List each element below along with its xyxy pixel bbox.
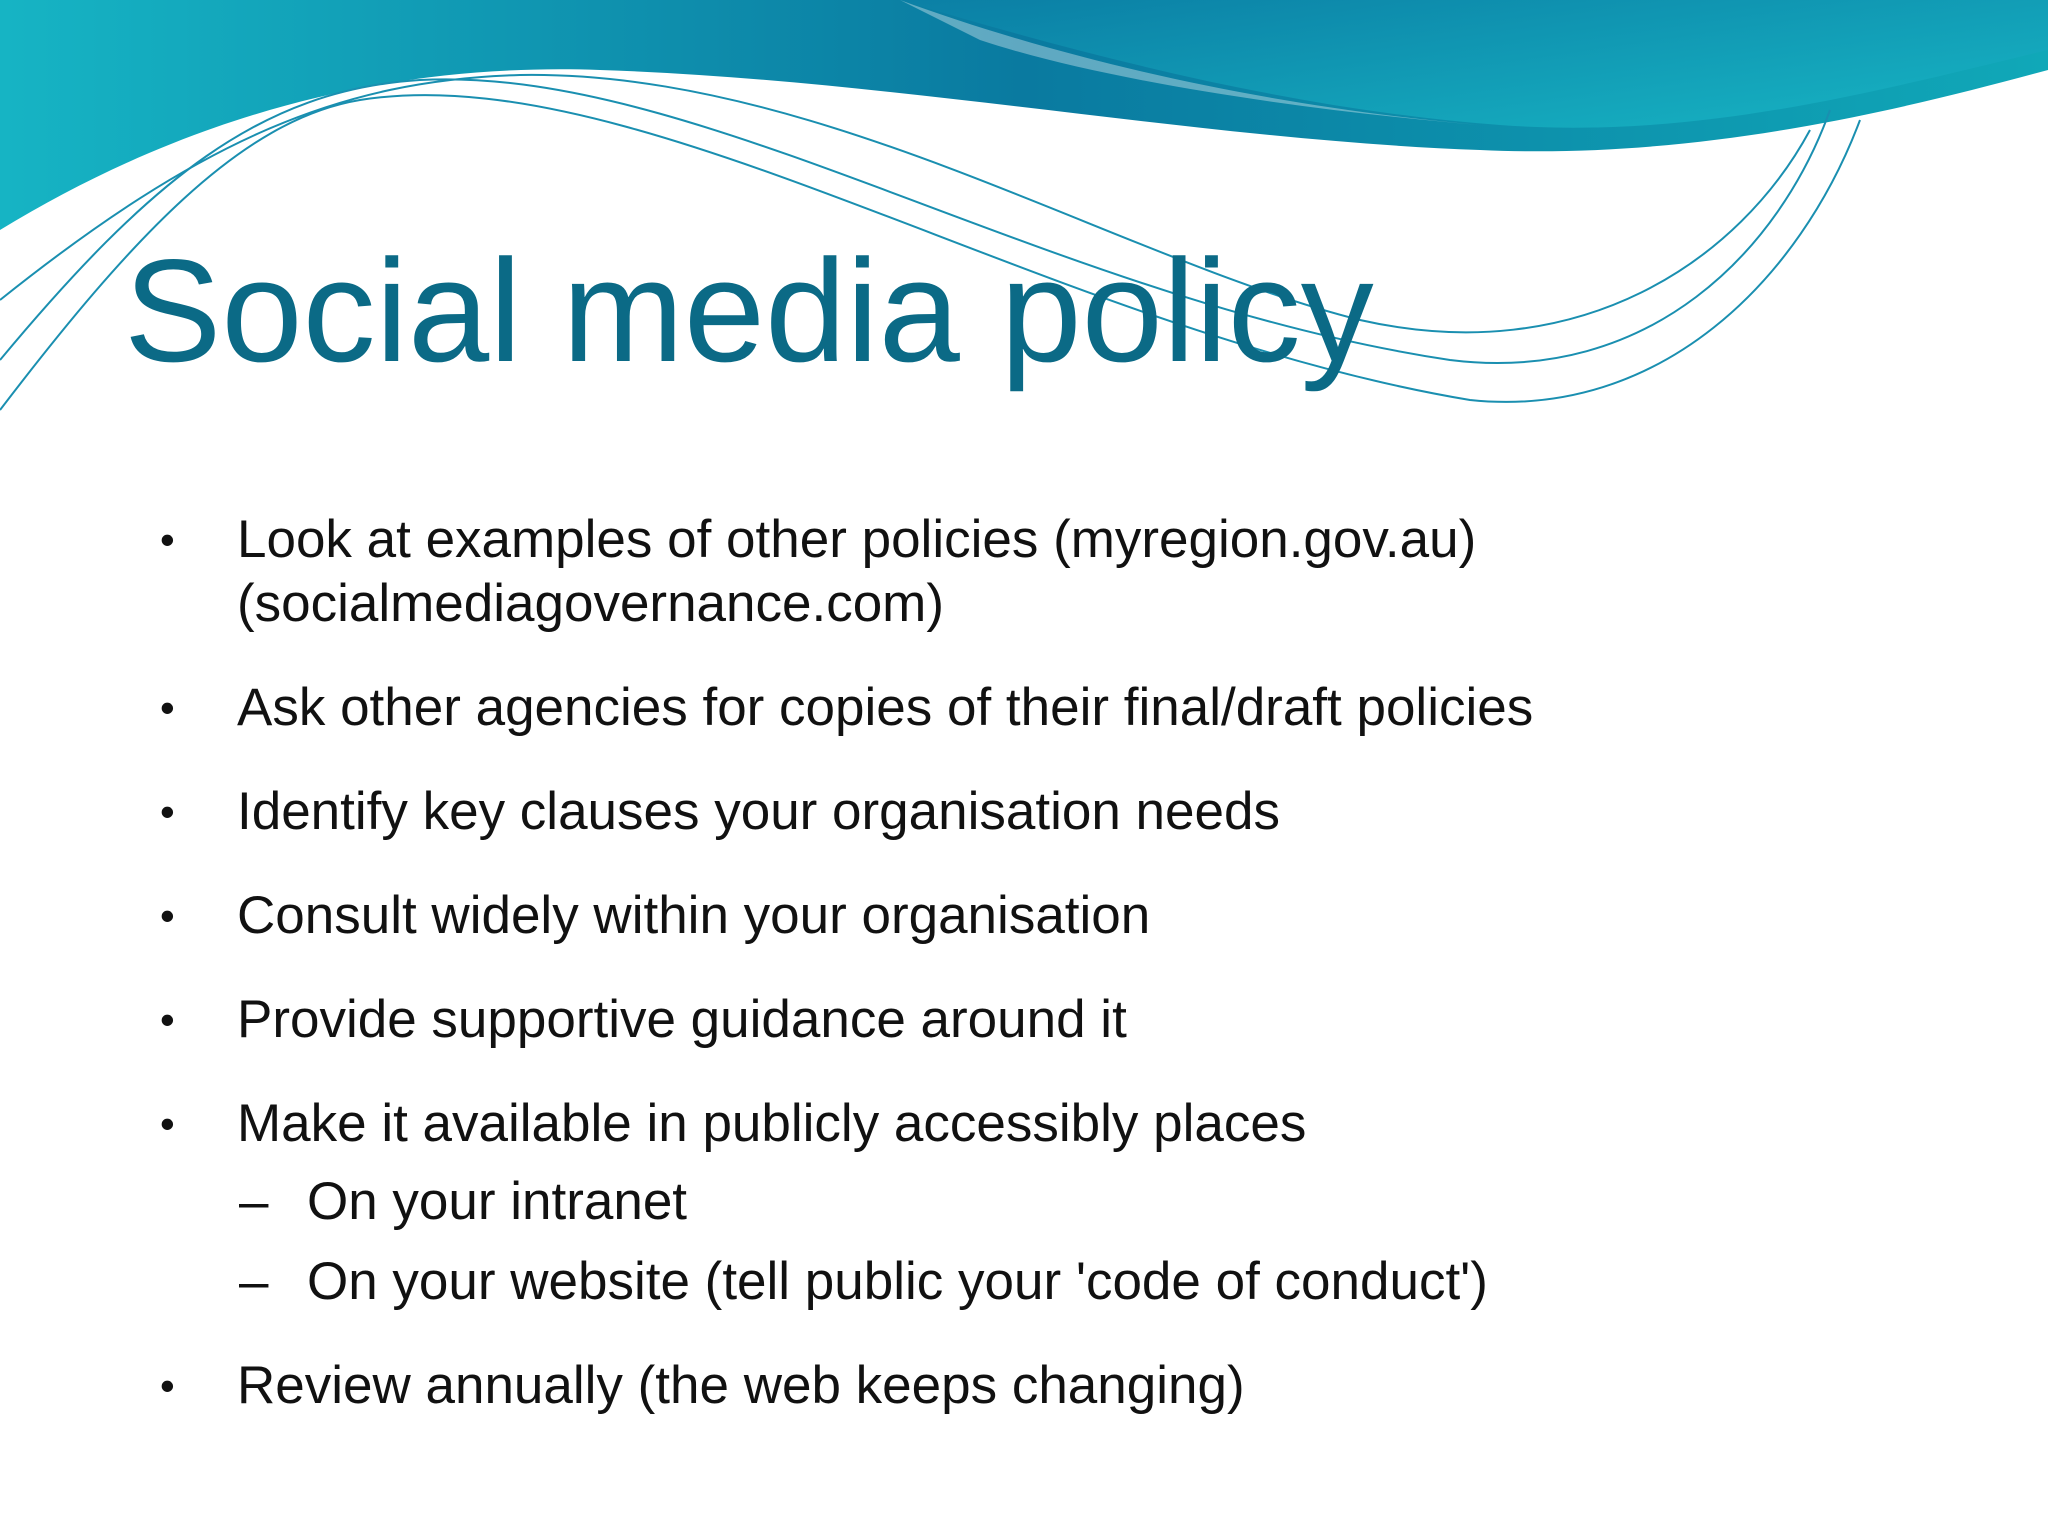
bullet-glyph: • bbox=[160, 1100, 175, 1147]
sub-bullet-text: On your intranet bbox=[307, 1172, 688, 1231]
bullet-item bbox=[160, 676, 1960, 740]
bullet-item bbox=[160, 884, 1960, 948]
bullet-text: Ask other agencies for copies of their final/draft policies bbox=[237, 678, 1534, 737]
bullet-glyph: • bbox=[160, 1362, 175, 1409]
bullet-glyph: • bbox=[160, 684, 175, 731]
bullet-glyph: • bbox=[160, 788, 175, 835]
slide-title: Social media policy bbox=[124, 229, 1374, 392]
bullet-item bbox=[160, 988, 1960, 1052]
bullet-item bbox=[160, 1092, 1960, 1314]
bullet-glyph: • bbox=[160, 996, 175, 1043]
bullet-text: Provide supportive guidance around it bbox=[237, 990, 1127, 1049]
bullet-text: Look at examples of other policies (myregion.gov.au) bbox=[237, 510, 1477, 569]
bullet-text: Consult widely within your organisation bbox=[237, 886, 1151, 945]
bullet-glyph: • bbox=[160, 516, 175, 563]
bullet-text: Make it available in publicly accessibly places bbox=[237, 1094, 1307, 1153]
bullet-item bbox=[160, 508, 1960, 636]
sub-bullet-item bbox=[237, 1170, 1960, 1234]
bullet-text: Identify key clauses your organisation needs bbox=[237, 782, 1280, 841]
bullet-list bbox=[160, 508, 1960, 1458]
bullet-text: Review annually (the web keeps changing) bbox=[237, 1356, 1245, 1415]
sub-bullet-item bbox=[237, 1250, 1960, 1314]
sub-bullet-list bbox=[237, 1170, 1960, 1314]
bullet-text: (socialmediagovernance.com) bbox=[237, 574, 944, 633]
bullet-glyph: • bbox=[160, 892, 175, 939]
sub-bullet-text: On your website (tell public your 'code of conduct') bbox=[307, 1252, 1488, 1311]
bullet-item bbox=[160, 1354, 1960, 1418]
bullet-item bbox=[160, 780, 1960, 844]
sub-bullet-glyph: – bbox=[239, 1252, 269, 1311]
sub-bullet-glyph: – bbox=[239, 1172, 269, 1231]
